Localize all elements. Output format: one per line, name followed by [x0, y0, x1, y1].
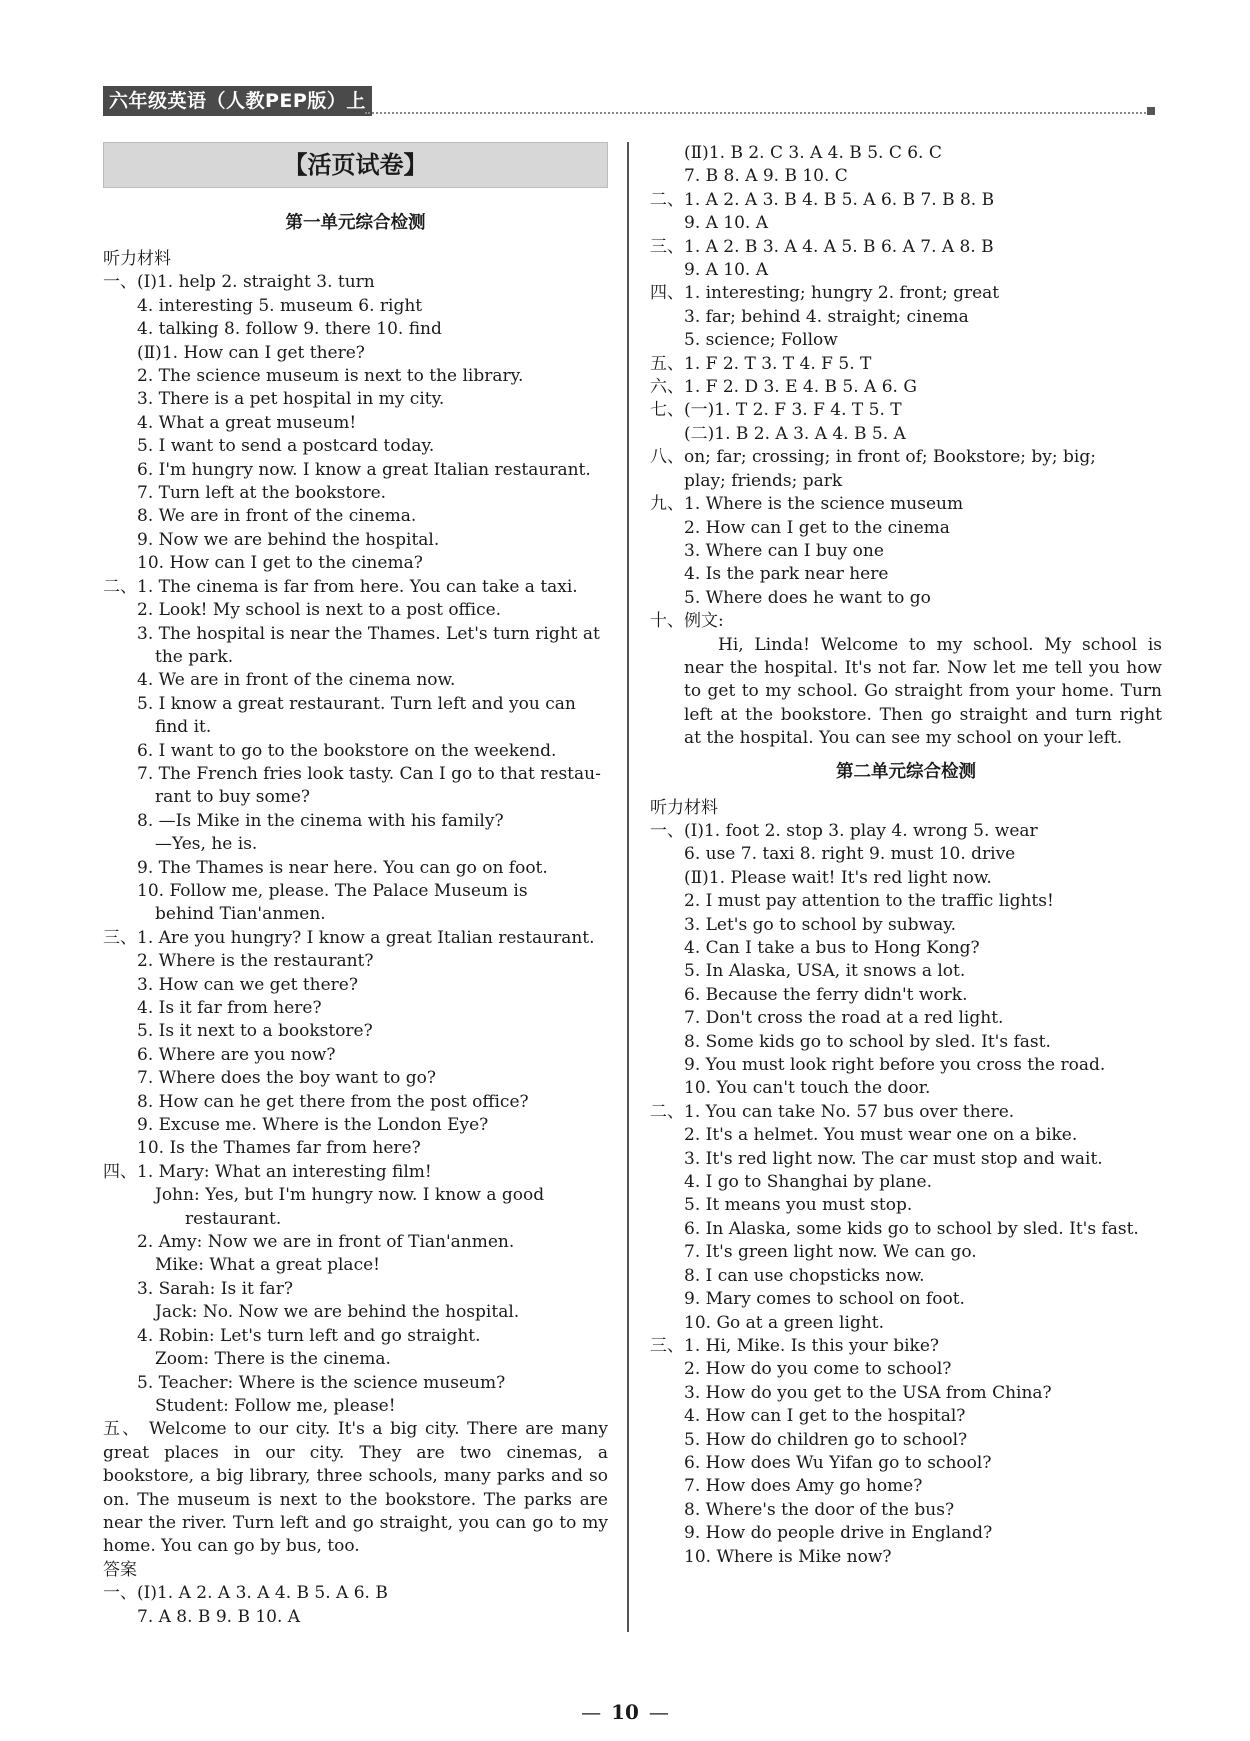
text-line: 4. What a great museum! [137, 412, 357, 433]
text-line: 10. Go at a green light. [684, 1312, 884, 1333]
text-line: 5. Teacher: Where is the science museum? [137, 1372, 506, 1393]
text-line: 5. I know a great restaurant. Turn left and you can [137, 693, 576, 714]
text-line: 10. Follow me, please. The Palace Museum is [137, 880, 528, 901]
page-number-footer [0, 1700, 1250, 1724]
text-line: 一、(Ⅰ)1. A 2. A 3. A 4. B 5. A 6. B [103, 1583, 388, 1604]
text-line: 3. Let's go to school by subway. [684, 914, 956, 935]
header-square-mark [1147, 107, 1155, 115]
text-line: 9. A 10. A [684, 213, 769, 234]
text-line: 3. far; behind 4. straight; cinema [684, 306, 969, 327]
column-divider [627, 142, 629, 1632]
page-dash-left: — [581, 1700, 602, 1724]
text-line: (Ⅱ)1. How can I get there? [137, 342, 365, 363]
text-line: 3. Where can I buy one [684, 540, 884, 561]
text-line: Student: Follow me, please! [155, 1395, 396, 1416]
text-line: 6. How does Wu Yifan go to school? [684, 1452, 992, 1473]
text-line: (Ⅱ)1. Please wait! It's red light now. [684, 867, 992, 888]
text-line: 3. There is a pet hospital in my city. [137, 389, 445, 410]
text-line: 4. Is it far from here? [137, 998, 322, 1018]
text-line: 2. How can I get to the cinema [684, 517, 950, 538]
text-line: 9. Mary comes to school on foot. [684, 1289, 965, 1310]
text-line: 6. I want to go to the bookstore on the weekend. [137, 740, 557, 761]
text-line: 三、1. Hi, Mike. Is this your bike? [650, 1335, 940, 1356]
left-column [103, 142, 608, 1629]
text-line: 7. A 8. B 9. B 10. A [137, 1606, 301, 1627]
text-line: 9. How do people drive in England? [684, 1523, 993, 1544]
text-line: 8. Some kids go to school by sled. It's fast. [684, 1031, 1051, 1052]
text-line: 2. Look! My school is next to a post office. [137, 600, 502, 621]
text-line: 9. Now we are behind the hospital. [137, 529, 440, 550]
right-column-content [650, 142, 1162, 1569]
text-line: 4. I go to Shanghai by plane. [684, 1172, 932, 1193]
text-line: 4. interesting 5. museum 6. right [137, 295, 423, 316]
text-line: 10. Is the Thames far from here? [137, 1138, 421, 1159]
text-line: 三、1. A 2. B 3. A 4. A 5. B 6. A 7. A 8. B [650, 236, 994, 257]
text-line: 3. The hospital is near the Thames. Let's turn right at [137, 623, 600, 644]
text-line: 6. In Alaska, some kids go to school by sled. It's fast. [684, 1218, 1139, 1239]
text-line: 10. Where is Mike now? [684, 1546, 892, 1567]
text-line: 3. Sarah: Is it far? [137, 1278, 293, 1299]
text-line: 2. I must pay attention to the traffic lights! [684, 891, 1054, 912]
text-line: play; friends; park [684, 470, 843, 491]
text-line: 2. It's a helmet. You must wear one on a bike. [684, 1125, 1078, 1146]
text-line: 6. Because the ferry didn't work. [684, 984, 968, 1005]
text-line: 2. The science museum is next to the library. [137, 366, 524, 387]
text-line: 一、(Ⅰ)1. help 2. straight 3. turn [103, 272, 375, 293]
text-line: Jack: No. Now we are behind the hospital. [155, 1302, 520, 1323]
text-line: 9. The Thames is near here. You can go on foot. [137, 857, 548, 878]
book-title: 六年级英语（人教PEP版）上 [103, 86, 372, 116]
paragraph: Hi, Linda! Welcome to my school. My school is near the hospital. It's not far. Now let me tell you how to get to my school. Go straight from your home. Turn left at the bookstore. Then go straight and turn right at the hospital. You can see my school on your left. [684, 634, 1162, 749]
text-line: (Ⅱ)1. B 2. C 3. A 4. B 5. C 6. C [684, 143, 942, 163]
text-line: 9. Excuse me. Where is the London Eye? [137, 1115, 489, 1136]
text-line: 7. Where does the boy want to go? [137, 1068, 436, 1089]
text-line: 五、1. F 2. T 3. T 4. F 5. T [650, 353, 872, 374]
text-line: 2. Where is the restaurant? [137, 951, 374, 972]
text-line: 8. We are in front of the cinema. [137, 506, 417, 527]
text-line: 6. use 7. taxi 8. right 9. must 10. drive [684, 844, 1016, 865]
paragraph: 五、 Welcome to our city. It's a big city. There are many great places in our city. They are two cinemas, a bookstore, a big library, three schools, many parks and so on. The museum is next to the bookstore. The parks are near the river. Turn left and go straight, you can go to my home. You can go by bus, too. [103, 1419, 608, 1557]
text-line: the park. [155, 646, 234, 667]
text-line: 听力材料 [650, 797, 718, 818]
text-line: rant to buy some? [155, 787, 311, 808]
text-line: 3. How can we get there? [137, 974, 358, 995]
section-title: 第一单元综合检测 [285, 213, 426, 233]
page-dash-right: — [648, 1700, 669, 1724]
page-number: 10 [611, 1700, 639, 1724]
text-line: 5. It means you must stop. [684, 1195, 913, 1216]
text-line: 听力材料 [103, 249, 171, 269]
text-line: 7. It's green light now. We can go. [684, 1242, 977, 1263]
left-column-content [103, 208, 608, 1629]
text-line: —Yes, he is. [155, 834, 258, 855]
text-line: restaurant. [185, 1208, 282, 1229]
text-line: 十、例文: [650, 611, 724, 632]
text-line: 6. Where are you now? [137, 1044, 336, 1065]
text-line: 9. You must look right before you cross the road. [684, 1055, 1106, 1076]
text-line: 8. —Is Mike in the cinema with his family? [137, 810, 504, 831]
text-line: Mike: What a great place! [155, 1255, 380, 1276]
text-line: 二、1. A 2. A 3. B 4. B 5. A 6. B 7. B 8. B [650, 189, 995, 210]
text-line: 5. Where does he want to go [684, 587, 931, 608]
section-title: 第二单元综合检测 [836, 761, 976, 782]
text-line: 7. Don't cross the road at a red light. [684, 1008, 1004, 1029]
text-line: 7. Turn left at the bookstore. [137, 483, 387, 504]
text-line: 8. Where's the door of the bus? [684, 1499, 955, 1520]
text-line: 4. Can I take a bus to Hong Kong? [684, 938, 980, 958]
text-line: John: Yes, but I'm hungry now. I know a good [155, 1185, 545, 1206]
text-line: 二、1. You can take No. 57 bus over there. [650, 1101, 1015, 1122]
header-dotted-rule [365, 112, 1149, 114]
text-line: 10. You can't touch the door. [684, 1078, 931, 1099]
section-banner: 【活页试卷】 [103, 142, 608, 188]
text-line: 四、1. Mary: What an interesting film! [103, 1161, 432, 1182]
text-line: 4. Robin: Let's turn left and go straight. [137, 1325, 481, 1346]
text-line: 七、(一)1. T 2. F 3. F 4. T 5. T [650, 400, 902, 421]
text-line: Zoom: There is the cinema. [155, 1349, 391, 1370]
text-line: 三、1. Are you hungry? I know a great Italian restaurant. [103, 927, 595, 948]
right-column [650, 142, 1162, 1569]
text-line: 4. talking 8. follow 9. there 10. find [137, 319, 442, 340]
text-line: 7. B 8. A 9. B 10. C [684, 166, 848, 187]
text-line: 3. It's red light now. The car must stop and wait. [684, 1148, 1103, 1169]
text-line: find it. [155, 717, 212, 738]
text-line: behind Tian'anmen. [155, 904, 326, 925]
text-line: 四、1. interesting; hungry 2. front; great [650, 283, 1000, 304]
text-line: 4. We are in front of the cinema now. [137, 670, 456, 691]
text-line: (二)1. B 2. A 3. A 4. B 5. A [684, 423, 906, 444]
text-line: 8. How can he get there from the post office? [137, 1091, 529, 1112]
page-header [103, 86, 1155, 116]
text-line: 5. In Alaska, USA, it snows a lot. [684, 961, 966, 982]
text-line: 二、1. The cinema is far from here. You can take a taxi. [103, 576, 578, 597]
text-line: 10. How can I get to the cinema? [137, 553, 423, 574]
text-line: 答案 [103, 1559, 137, 1580]
text-line: 八、on; far; crossing; in front of; Bookstore; by; big; [650, 447, 1096, 468]
text-line: 6. I'm hungry now. I know a great Italian restaurant. [137, 459, 591, 480]
text-line: 8. I can use chopsticks now. [684, 1265, 925, 1286]
text-line: 5. I want to send a postcard today. [137, 436, 435, 457]
text-line: 5. How do children go to school? [684, 1429, 968, 1450]
text-line: 4. How can I get to the hospital? [684, 1406, 966, 1427]
text-line: 9. A 10. A [684, 260, 769, 281]
text-line: 4. Is the park near here [684, 564, 889, 585]
text-line: 2. Amy: Now we are in front of Tian'anmen. [137, 1232, 515, 1253]
text-line: 九、1. Where is the science museum [650, 494, 964, 515]
text-line: 5. science; Follow [684, 330, 838, 351]
text-line: 3. How do you get to the USA from China? [684, 1382, 1052, 1403]
text-line: 7. How does Amy go home? [684, 1476, 923, 1497]
text-line: 一、(Ⅰ)1. foot 2. stop 3. play 4. wrong 5. wear [650, 820, 1038, 841]
text-line: 5. Is it next to a bookstore? [137, 1021, 373, 1042]
text-line: 六、1. F 2. D 3. E 4. B 5. A 6. G [650, 377, 917, 398]
text-line: 7. The French fries look tasty. Can I go to that restau- [137, 763, 601, 784]
text-line: 2. How do you come to school? [684, 1359, 952, 1380]
